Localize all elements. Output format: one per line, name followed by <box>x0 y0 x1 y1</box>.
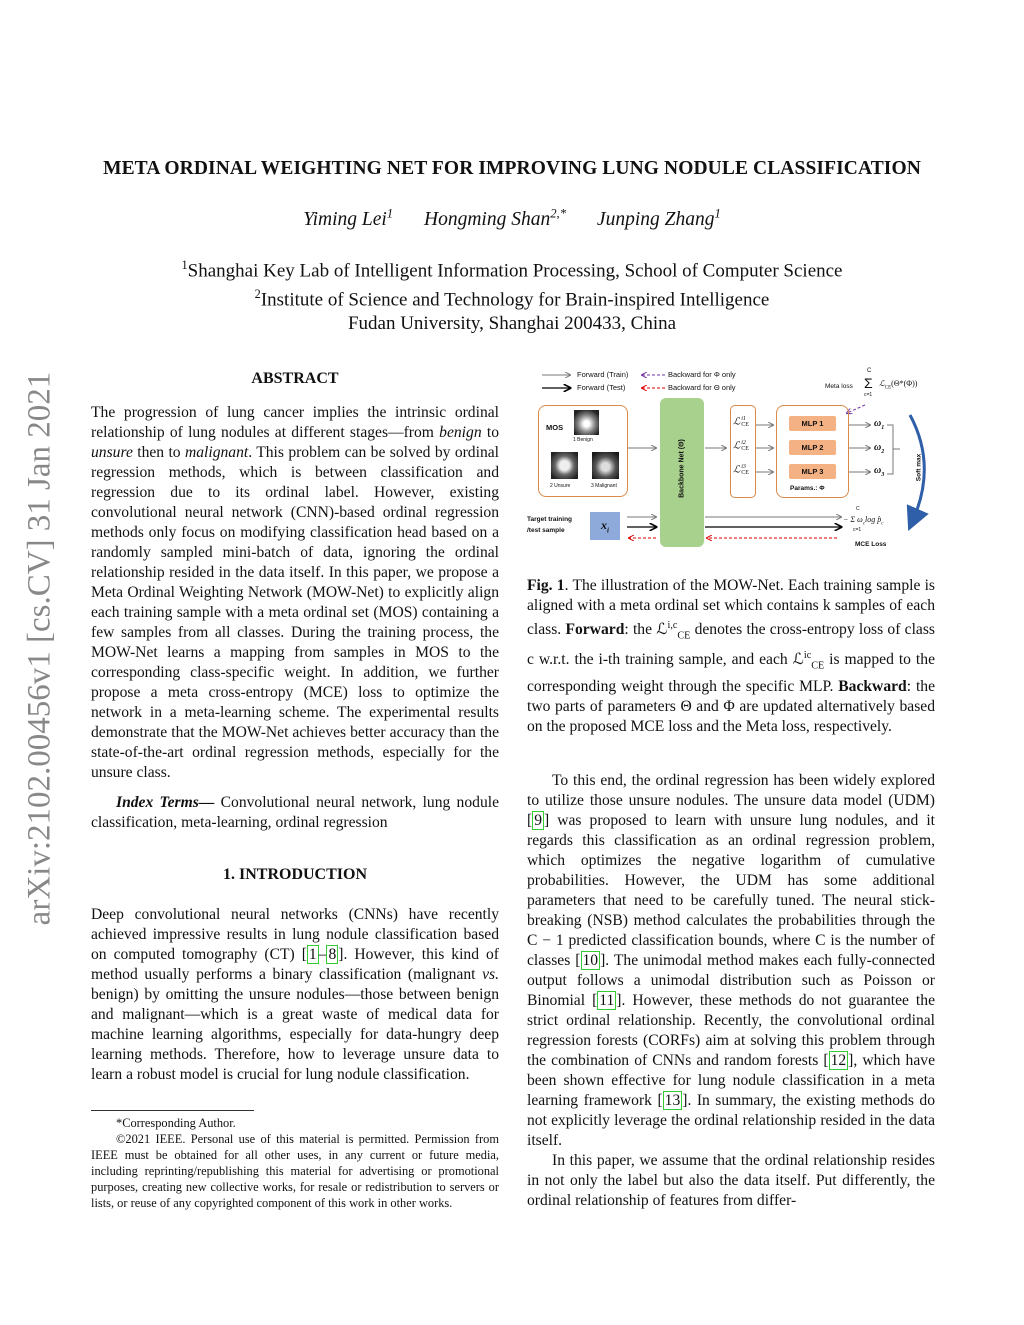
mlp-2: MLP 2 <box>789 440 836 455</box>
right-column-body: To this end, the ordinal regression has been widely explored to utilize those unsure nodules. The unsure data model (UDM) [ 9 ] was proposed to learn with unsure lung nodules, and it regards this classification as an ordinal regression problem, which optimizes the negative logarithm of cumulative probabilities. However, the UDM has some additional parameters that need to be carefully tuned. The neural stick-breaking (NSB) method calculates the probabilities through the C − 1 predicted classification bounds, where C is the number of classes [ 10 ]. The unimodal method makes each fully-connected output follows a unimodal distribution such as Poisson or Binomial [ 11 ]. However, these methods do not guarantee the strict ordinal relationship. Recently, the convolutional ordinal regression forests (CORFs) aim at solving this problem through the combination of CNNs and random forests [ 12 ], which have been shown effective for lung nodule classification in a meta learning framework [ 13 ]. In summary, the existing methods do not explicitly leverage the ordinal relationship resided in the data itself. In this paper, we assume that the ordinal relationship resides in not only the label but also the data itself. Put differently, the ordinal relationship of features from differ- <box>527 772 935 1209</box>
citation-link[interactable]: 12 <box>830 1052 847 1069</box>
affiliations: $^1$Shanghai Key Lab of Intelligent Information Processing, School of Computer Science $^2$Institute of Science and Technology for Brain-inspired Intelligence Fudan University, Shanghai 200433, China <box>181 258 843 334</box>
mce-loss-formula: − Σ $\omega_c\log$ $p̂_c$ <box>843 515 884 527</box>
ce-loss-1: ℒ i1 CE <box>733 416 749 428</box>
footnote-rule <box>91 1110 254 1111</box>
omega-1: $\omega_1$ <box>874 418 885 431</box>
meta-sum-top: C <box>867 368 872 374</box>
mce-loss-label: MCE Loss <box>855 541 887 548</box>
legend-backward-theta: Backward for Θ only <box>668 383 736 392</box>
author: Junping Zhang$^1$ <box>596 206 721 230</box>
meta-sum-sign: Σ <box>864 375 873 391</box>
mlp-3: MLP 3 <box>789 464 836 479</box>
unsure-nodule-image <box>551 452 578 479</box>
xi-input-box: $x_i$ <box>590 512 620 540</box>
meta-sum-bottom: c=1 <box>864 392 873 398</box>
mce-sum-top: C <box>856 506 860 512</box>
author: Hongming Shan$^{2,*}$ <box>424 206 567 230</box>
index-terms: Index Terms— Convolutional neural network, lung nodule classification, meta-learning, ordinal regression <box>91 794 499 831</box>
mce-sum-bottom: c=1 <box>853 527 862 533</box>
abstract-heading: ABSTRACT <box>251 370 339 387</box>
citation-link[interactable]: 11 <box>599 992 615 1009</box>
author: Yiming Lei$^1$ <box>303 206 394 230</box>
ce-loss-3: ℒ i3 CE <box>733 464 749 476</box>
mos-box: MOS 1 Benign 2 Unsure 3 Malignant <box>538 405 628 497</box>
citation-link[interactable]: 13 <box>664 1092 681 1109</box>
benign-nodule-image <box>574 410 599 435</box>
author-list <box>0 206 1024 231</box>
citation-link[interactable]: 8 <box>328 946 337 963</box>
omega-3: $\omega_3$ <box>874 465 885 478</box>
figure-mow-net-diagram: Forward (Train) Forward (Test) Backward for Φ only Backward for Θ only MOS 1 Benign 2 Unsure 3 Malignant Backbone Net (Θ) ℒ i1 CE ℒ i2 CE ℒ i3 CE MLP 1 MLP 2 MLP 3 Params.: Φ $\omega_1$ $\omega_2$ $\omega_3$ Meta loss C Σ c=1 ℒ$_{CE}$(Θ*(Φ)) Soft max Target training /test sample $x_i$ C − Σ $\omega_c\log$ $p̂_c$ c=1 MCE Loss <box>525 365 945 555</box>
citation-link[interactable]: 9 <box>534 812 542 829</box>
backbone-net: Backbone Net (Θ) <box>660 398 704 547</box>
ce-loss-box <box>730 405 756 498</box>
legend-backward-phi: Backward for Φ only <box>668 370 736 379</box>
legend-forward-train: Forward (Train) <box>577 370 629 379</box>
meta-loss-label: Meta loss <box>825 383 853 390</box>
meta-loss-formula: ℒ$_{CE}$(Θ*(Φ)) <box>879 379 918 391</box>
omega-2: $\omega_2$ <box>874 442 885 455</box>
mlp-1: MLP 1 <box>789 416 836 431</box>
intro-text: Deep convolutional neural networks (CNNs) have recently achieved impressive results in lung nodule classification based on computed tomography (CT) [ 1 – 8 ]. However, this kind of method usually performs a binary classification (malignant vs. benign) by omitting the unsure nodules—those between benign and malignant—which is a great waste of medical data for machine learning algorithms, especially for data-hungry deep learning methods. Therefore, how to leverage unsure data to learn a robust model is crucial for lung nodule classification. <box>91 906 499 1083</box>
figure-caption: Fig. 1. The illustration of the MOW-Net. Each training sample is aligned with a meta ordinal set which contains k samples of each class. Forward: the ℒ$^{i,c}_{CE}$ denotes the cross-entropy loss of class c w.r.t. the i-th training sample, and each ℒ$^{ic}_{CE}$ is mapped to the corresponding weight through the specific MLP. Backward: the two parts of parameters Θ and Φ are updated alternatively based on the proposed MCE loss and the Meta loss, respectively. <box>527 577 935 735</box>
legend-forward-test: Forward (Test) <box>577 383 626 392</box>
target-sample-label: Target training /test sample <box>527 516 573 534</box>
citation-link[interactable]: 1 <box>308 946 317 963</box>
abstract-section <box>91 369 499 1085</box>
softmax-label: Soft max <box>915 453 923 482</box>
citation-link[interactable]: 10 <box>582 952 599 969</box>
abstract-text: The progression of lung cancer implies the intrinsic ordinal relationship of lung nodules at different stages—from benign to unsure then to malignant. This problem can be solved by ordinal regression methods, which is between classification and regression due to its ordinal label. However, existing convolutional neural network (CNN)-based ordinal regression methods only focus on modifying classification head based on a randomly sampled mini-batch of data, ignoring the ordinal relationship resided in the data itself. In this paper, we propose a Meta Ordinal Weighting Network (MOW-Net) to explicitly align each training sample with a meta ordinal set (MOS) containing a few samples from all classes. During the training process, the MOW-Net learns a mapping from samples in MOS to the corresponding class-specific weight. In addition, we further propose a meta cross-entropy (MCE) loss to optimize the network in a meta-learning scheme. The experimental results demonstrate that the MOW-Net achieves better accuracy than the state-of-the-art ordinal regression methods, especially for the unsure class. <box>91 404 499 781</box>
malignant-nodule-image <box>592 452 619 479</box>
ce-loss-2: ℒ i2 CE <box>733 440 749 452</box>
paper-title: META ORDINAL WEIGHTING NET FOR IMPROVING LUNG NODULE CLASSIFICATION <box>103 158 921 179</box>
intro-heading: 1. INTRODUCTION <box>222 866 367 883</box>
footnote: *Corresponding Author. ©2021 IEEE. Personal use of this material is permitted. Permission from IEEE must be obtained for all other uses, in any current or future media, including reprinting/republishing this material for advertising or promotional purposes, creating new collective works, for resale or redistribution to servers or lists, or reuse of any copyrighted component of this work in other works. <box>91 1110 499 1211</box>
arxiv-stamp: arXiv:2102.00456v1 [cs.CV] 31 Jan 2021 <box>21 371 58 926</box>
